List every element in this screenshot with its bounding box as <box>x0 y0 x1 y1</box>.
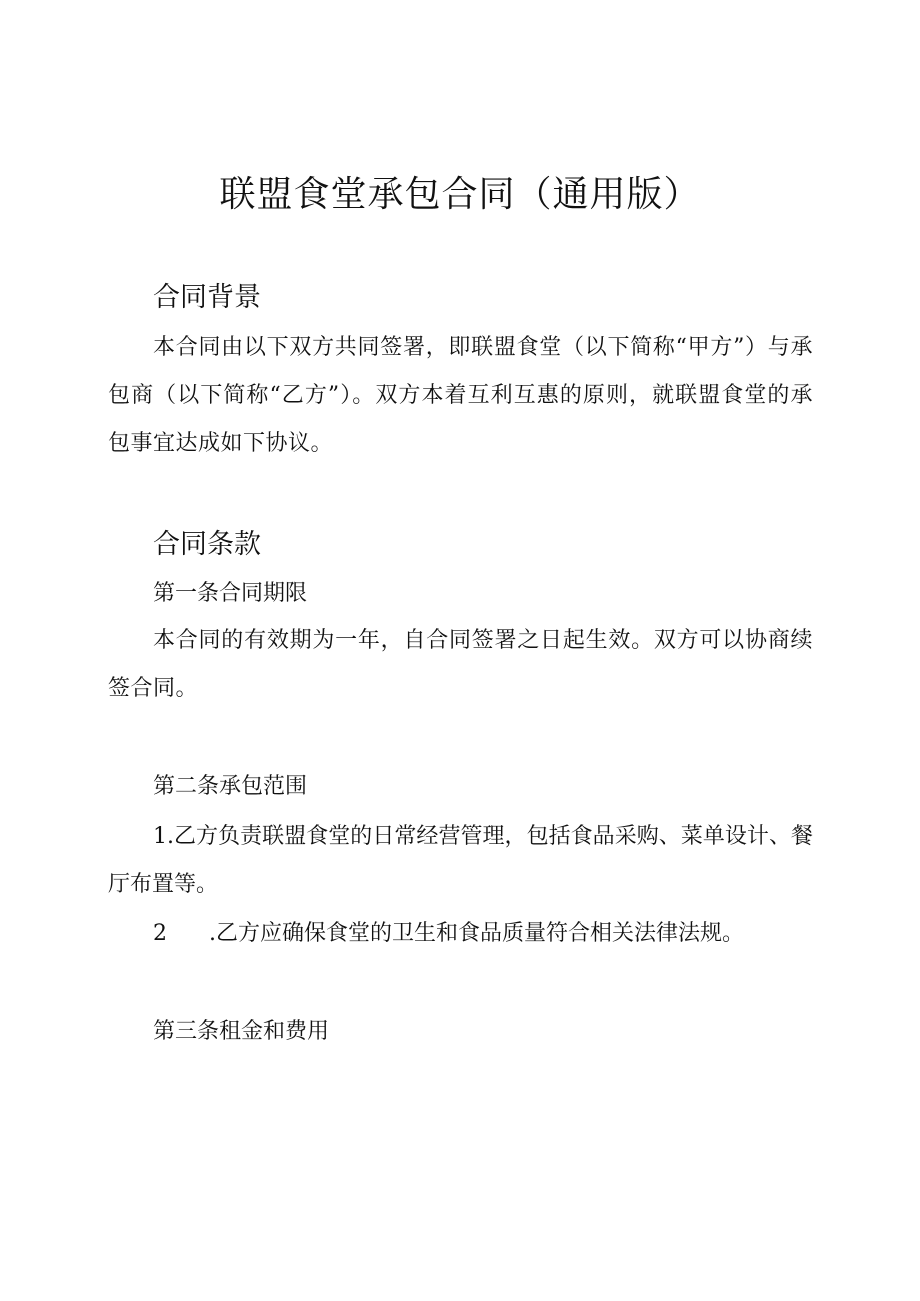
document-title: 联盟食堂承包合同（通用版） <box>219 174 701 215</box>
background-paragraph: 本合同由以下双方共同签署，即联盟食堂（以下简称“甲方”）与承包商（以下简称“乙方”）。双方本着互利互惠的原则，就联盟食堂的承包事宜达成如下协议。 <box>108 335 813 456</box>
item-number: 1 <box>153 824 167 849</box>
article2-item-1 <box>108 813 813 909</box>
article2-heading: 第二条承包范围 <box>153 774 308 799</box>
article3-heading: 第三条租金和费用 <box>153 1019 330 1044</box>
article1-paragraph: 本合同的有效期为一年，自合同签署之日起生效。双方可以协商续签合同。 <box>108 628 813 701</box>
section-heading-background: 合同背景 <box>153 282 261 313</box>
item-number: 2 <box>153 921 167 946</box>
article1-heading: 第一条合同期限 <box>153 581 308 606</box>
item-text: .乙方负责联盟食堂的日常经营管理，包括食品采购、菜单设计、餐厅布置等。 <box>108 824 813 897</box>
article2-item-2 <box>108 910 813 958</box>
item-text: .乙方应确保食堂的卫生和食品质量符合相关法律法规。 <box>209 921 744 946</box>
section-heading-terms: 合同条款 <box>153 529 261 560</box>
